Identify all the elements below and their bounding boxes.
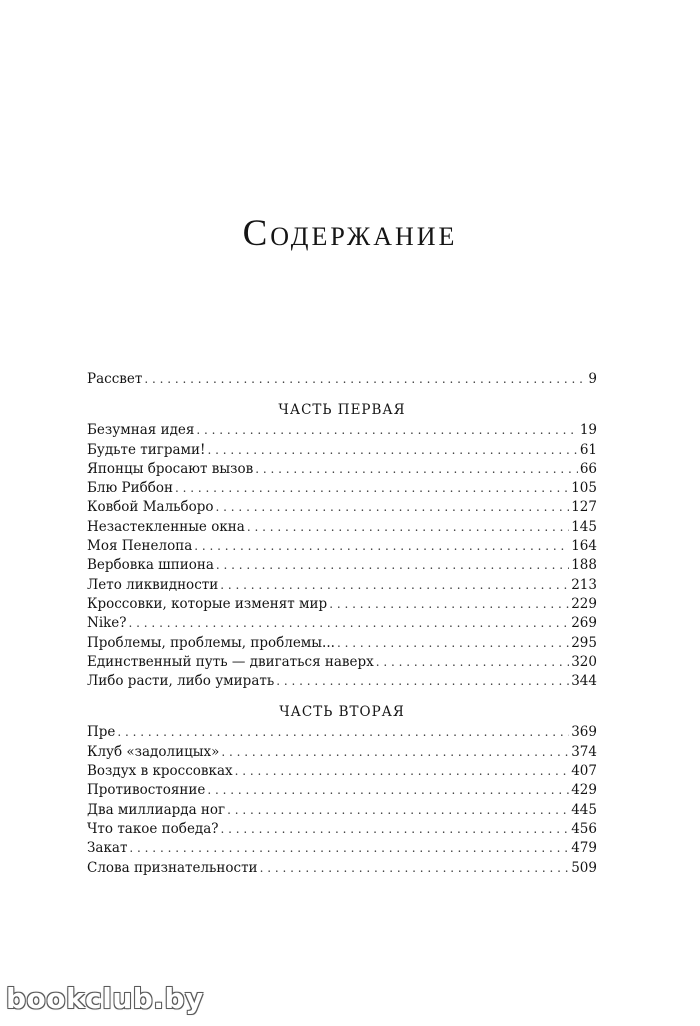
toc-entry [87,460,597,479]
watermark-logo: bookclub.by [6,982,204,1015]
toc-entry-title: Nike? [87,615,127,632]
toc-entry-page-number: 320 [571,653,597,670]
toc-entry-title: Либо расти, либо умирать [87,673,275,690]
toc-entry [87,762,597,781]
part-one-heading: ЧАСТЬ ПЕРВАЯ [278,402,406,419]
toc-entry-page-number: 374 [571,743,597,760]
toc-entry [87,537,597,556]
table-of-contents [87,370,597,878]
toc-entry [87,370,597,389]
toc-entry [87,518,597,537]
toc-entry [87,801,597,820]
toc-entry [87,614,597,633]
dot-leader [221,820,570,839]
toc-entry-page-number: 9 [588,371,597,387]
toc-entry [87,421,597,440]
toc-entry [87,672,597,691]
toc-entry-page-number: 269 [571,615,597,632]
toc-entry [87,653,597,672]
toc-entry-title: Блю Риббон [87,480,174,497]
toc-entry [87,820,597,839]
dot-leader [207,441,577,460]
toc-entry [87,441,597,460]
dot-leader [194,537,569,556]
part-one-entries [87,421,597,691]
toc-entry [87,479,597,498]
toc-entry-title: Незастекленные окна [87,518,245,535]
toc-entry [87,723,597,742]
toc-entry [87,595,597,614]
part-two-entries [87,723,597,877]
toc-entry [87,859,597,878]
dot-leader [260,859,570,878]
toc-entry-page-number: 145 [571,518,597,535]
dot-leader [337,634,569,653]
toc-entry-page-number: 164 [571,538,597,555]
toc-entry-title: Ковбой Мальборо [87,499,214,516]
toc-entry-page-number: 429 [571,782,597,799]
toc-entry-title: Проблемы, проблемы, проблемы... [87,634,335,651]
toc-entry-page-number: 66 [579,460,597,477]
toc-entry-title: Слова признательности [87,859,258,876]
toc-entry-page-number: 509 [571,859,597,876]
dot-leader [216,556,569,575]
toc-entry-page-number: 105 [571,480,597,497]
toc-entry-page-number: 344 [571,673,597,690]
dot-leader [376,653,569,672]
dot-leader [196,421,577,440]
toc-entry-page-number: 369 [571,724,597,741]
toc-entry-title: Клуб «задолицых» [87,743,220,760]
toc-entry [87,839,597,858]
toc-entry-title: Лето ликвидности [87,576,219,593]
dot-leader [207,781,569,800]
toc-entry-page-number: 229 [571,595,597,612]
part-two-heading: ЧАСТЬ ВТОРАЯ [279,704,405,721]
dot-leader [221,743,569,762]
dot-leader [129,839,569,858]
toc-entry-page-number: 456 [571,820,597,837]
dot-leader [255,460,578,479]
toc-entry-title: Вербовка шпиона [87,557,214,574]
toc-entry-title: Закат [87,840,128,857]
intro-entries [87,370,597,389]
dot-leader [235,762,570,781]
dot-leader [227,801,569,820]
toc-entry-title: Моя Пенелопа [87,538,193,555]
toc-entry-page-number: 127 [571,499,597,516]
toc-entry-page-number: 188 [571,557,597,574]
toc-entry-page-number: 479 [571,840,597,857]
toc-entry-title: Рассвет [87,371,143,387]
dot-leader [247,518,569,537]
toc-entry-page-number: 19 [579,422,597,439]
dot-leader [216,498,570,517]
toc-entry-title: Японцы бросают вызов [87,460,254,477]
toc-entry-title: Безумная идея [87,422,195,439]
toc-entry [87,781,597,800]
toc-entry [87,743,597,762]
dot-leader [144,370,586,389]
toc-entry [87,576,597,595]
toc-entry-title: Что такое победа? [87,820,219,837]
toc-entry-page-number: 295 [571,634,597,651]
toc-entry-title: Будьте тиграми! [87,441,206,458]
toc-entry-title: Пре [87,724,116,741]
toc-entry-page-number: 61 [579,441,597,458]
dot-leader [175,479,569,498]
dot-leader [220,576,569,595]
toc-entry-page-number: 407 [571,763,597,780]
dot-leader [129,614,570,633]
toc-entry-page-number: 445 [571,801,597,818]
toc-entry-title: Кроссовки, которые изменят мир [87,595,328,612]
toc-entry [87,634,597,653]
toc-entry [87,556,597,575]
toc-entry-title: Два миллиарда ног [87,801,226,818]
toc-entry-title: Единственный путь — двигаться наверх [87,653,374,670]
toc-entry-title: Противостояние [87,782,206,799]
dot-leader [117,723,569,742]
toc-entry [87,498,597,517]
page-title: Содержание [242,213,458,254]
dot-leader [276,672,569,691]
toc-entry-title: Воздух в кроссовках [87,763,233,780]
toc-entry-page-number: 213 [571,576,597,593]
dot-leader [329,595,569,614]
